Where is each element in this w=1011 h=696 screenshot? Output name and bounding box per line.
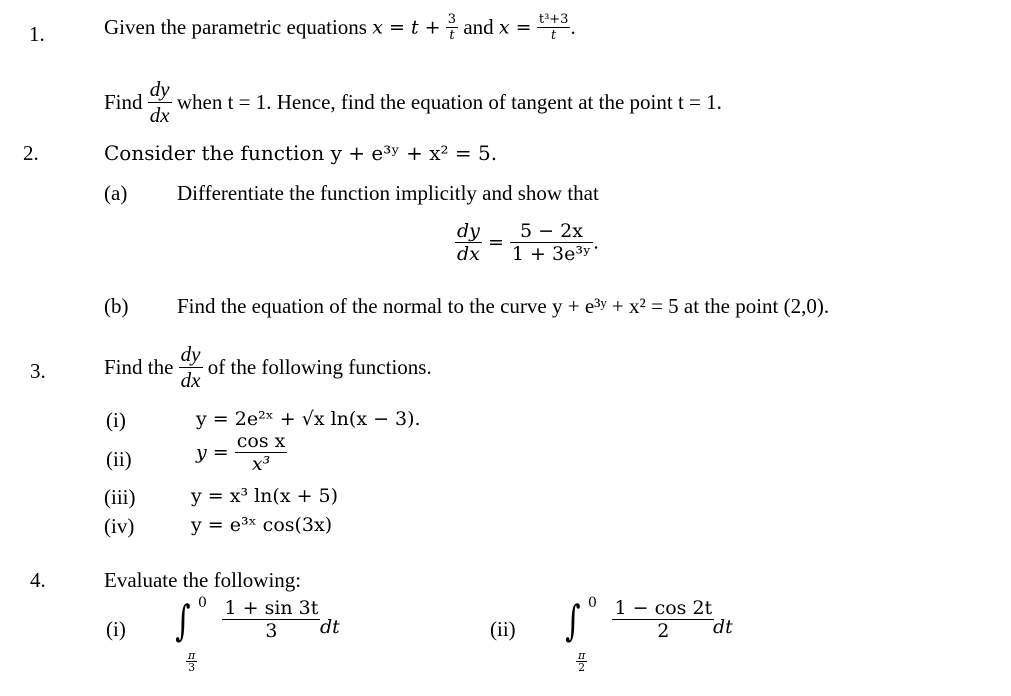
q1-eq1-den: t [446,27,458,43]
q3iii-label: (iii) [104,485,136,509]
q1-number: 1. [29,22,45,46]
q3-dydx-den: dx [180,368,201,392]
q2a-rhs-fraction [510,220,593,265]
q4-number: 4. [30,568,46,592]
q2b-text: Find the equation of the normal to the curve y + e³ʸ + x² = 5 at the point (2,0). [177,294,830,318]
q2a-equation [455,220,599,265]
q2a-lhs-num: dy [457,220,480,242]
q2b-label: (b) [104,294,129,318]
q4i-lower-limit [186,650,197,673]
q4ii-integral [562,592,762,672]
q1-eq2-lhs: x = [498,16,532,39]
q4i-dt: dt [320,616,340,638]
q4ii-lower-den: 2 [576,661,587,673]
q1-find-line [104,77,722,128]
q4ii-fraction [612,597,714,642]
q1-given-line [104,12,576,43]
q3-dydx-num: dy [180,342,201,366]
q1-eq2-fraction [537,12,571,43]
q2a-period: . [593,231,600,254]
q3-rest: of the following functions. [207,355,432,379]
q3iv-equation: y = e³ˣ cos(3x) [191,514,333,536]
q3ii-fraction [235,430,288,475]
q3-find-the: Find the [104,355,174,379]
q3ii-num: cos x [236,430,286,452]
q1-given-text: Given the parametric equations [104,15,367,39]
q1-period: . [570,15,576,39]
q1-and: and [463,15,494,39]
q1-eq2-num: t³+3 [538,12,569,27]
q2a-lhs-fraction [455,220,482,265]
q2a-rhs-num: 5 − 2x [520,220,583,242]
q2a-text: Differentiate the function implicitly and show that [177,181,599,205]
q1-eq1-lhs: x = t + [372,16,441,39]
q4ii-num: 1 − cos 2t [614,597,713,619]
q1-eq1-fraction [446,12,458,43]
q1-find-rest: when t = 1. Hence, find the equation of tangent at the point t = 1. [176,90,722,114]
q4i-num: 1 + sin 3t [224,597,319,619]
q2a-rhs-den: 1 + 3e³ʸ [511,243,592,265]
q3-dydx [179,342,203,393]
q1-find-word: Find [104,90,143,114]
q4i-den: 3 [222,619,320,642]
q4i-fraction [222,597,320,642]
q3iii-equation: y = x³ ln(x + 5) [191,485,339,507]
q4i-integral-sign: ∫ [175,596,191,645]
q4i-label: (i) [106,617,126,641]
q4i-upper-limit: 0 [198,595,207,611]
q4i-lower-den: 3 [186,661,197,673]
q3ii-den: x³ [235,452,288,475]
q2-statement: Consider the function y + e³ʸ + x² = 5. [104,141,498,165]
q4ii-lower-num: π [578,649,586,662]
q3-number: 3. [30,359,46,383]
q3ii-label: (ii) [106,447,132,471]
q1-dydx-den: dx [149,103,170,127]
q3i-equation: y = 2e²ˣ + √x ln(x − 3). [196,408,421,430]
q2a-lhs-den: dx [455,242,482,265]
q4-text: Evaluate the following: [104,568,302,592]
q1-eq1-num: 3 [447,12,457,27]
q1-dydx-num: dy [149,77,170,101]
q3iv-label: (iv) [104,514,135,538]
q2-number: 2. [23,141,39,165]
q1-dydx [148,77,172,128]
q2a-label: (a) [104,181,128,205]
q4ii-dt: dt [713,616,733,638]
q4i-integral [172,592,372,672]
q3-find-line [104,342,432,393]
q3ii-lhs: y = [196,441,229,464]
q4ii-lower-limit [576,650,587,673]
q4ii-label: (ii) [490,617,516,641]
q4ii-upper-limit: 0 [588,595,597,611]
q2a-equals: = [487,231,504,254]
q4ii-integral-sign: ∫ [565,596,581,645]
q1-eq2-den: t [537,27,571,43]
q3i-label: (i) [106,408,126,432]
q4i-lower-num: π [188,649,196,662]
q4ii-den: 2 [612,619,714,642]
q3ii-equation [196,430,287,475]
